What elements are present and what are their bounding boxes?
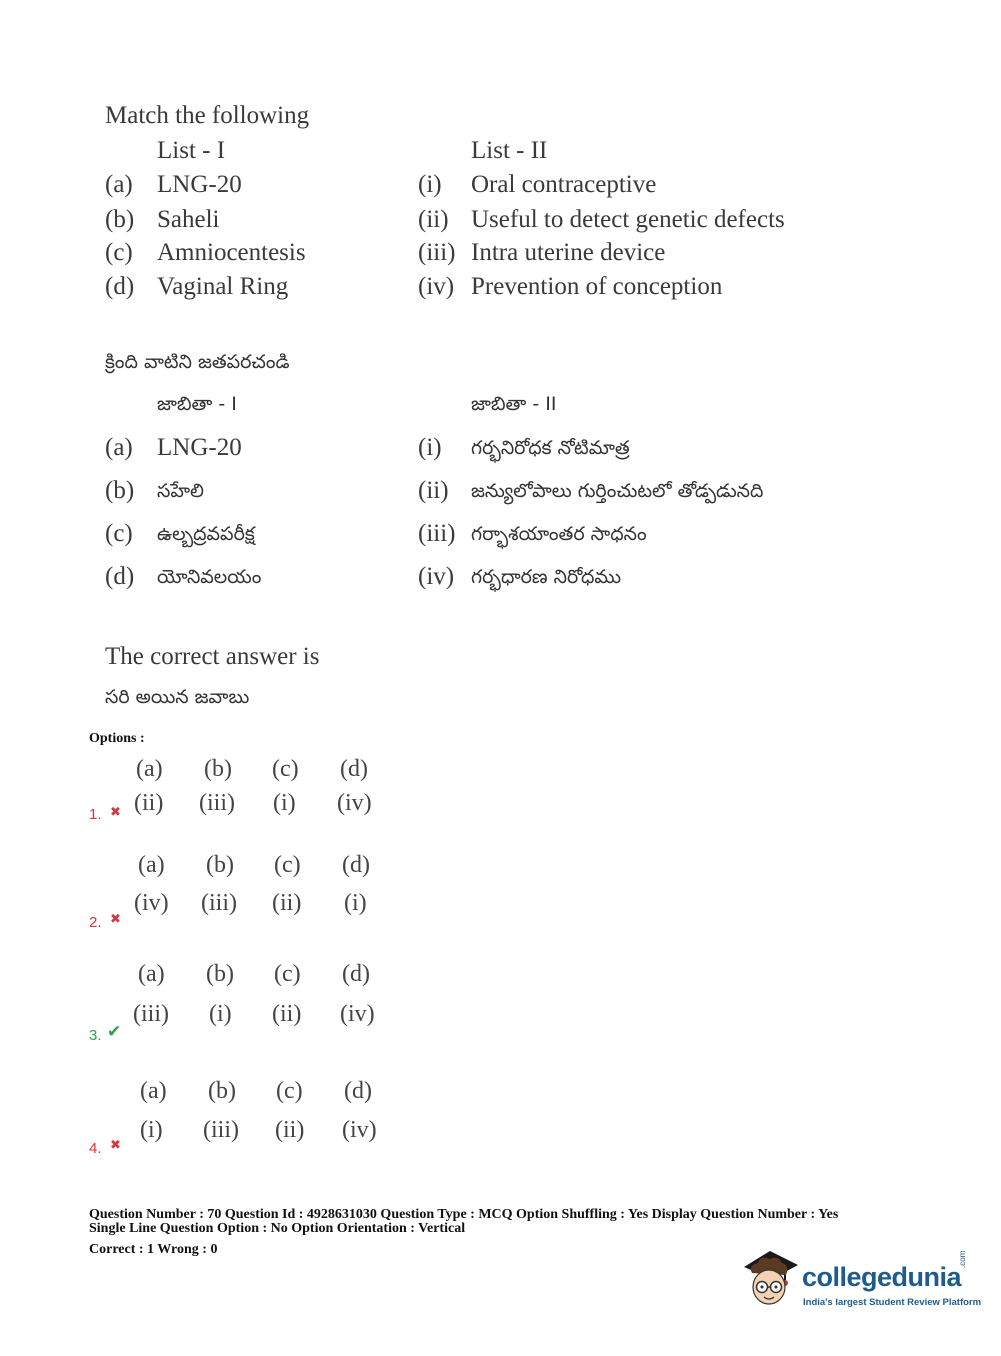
telugu-list1-label: (c)	[105, 520, 133, 547]
list1-label: (d)	[105, 273, 135, 300]
option-value: (i)	[140, 1117, 163, 1143]
list1-item: Vaginal Ring	[157, 273, 289, 300]
list2-label: (iii)	[418, 239, 456, 266]
question-meta-line2: Single Line Question Option : No Option Orientation : Vertical	[89, 1221, 466, 1236]
option-value: (iii)	[199, 790, 235, 816]
telugu-list2-item: గర్భనిరోధక నోటిమాత్ర	[471, 437, 630, 459]
option-header: (b)	[204, 756, 232, 782]
list2-item: Useful to detect genetic defects	[471, 206, 785, 233]
option-number: 1.	[89, 806, 102, 823]
check-icon: ✔	[107, 1022, 122, 1042]
telugu-footer: సరి అయిన జవాబు	[105, 686, 250, 708]
list1-item: Saheli	[157, 206, 220, 233]
option-value: (iv)	[134, 890, 169, 916]
telugu-list1-item: LNG-20	[157, 434, 242, 461]
brand-name: collegedunia	[802, 1262, 962, 1292]
option-value: (iv)	[342, 1117, 377, 1143]
list2-label: (ii)	[418, 206, 449, 233]
option-value: (iii)	[203, 1117, 239, 1143]
list2-label: (iv)	[418, 273, 455, 300]
telugu-list1-label: (b)	[105, 477, 135, 504]
list2-header: List - II	[471, 137, 548, 164]
option-header: (a)	[136, 756, 163, 782]
telugu-title: క్రింది వాటిని జతపరచండి	[105, 351, 290, 373]
telugu-list2-label: (i)	[418, 434, 442, 461]
telugu-list2-header: జాబితా - II	[471, 393, 557, 415]
telugu-list2-item: గర్భాశయాంతర సాధనం	[471, 523, 647, 545]
option-value: (iii)	[201, 890, 237, 916]
telugu-list2-label: (ii)	[418, 477, 449, 504]
option-header: (d)	[342, 961, 370, 987]
list2-item: Prevention of conception	[471, 273, 723, 300]
question-footer: The correct answer is	[105, 643, 320, 670]
telugu-list2-item: జన్యులోపాలు గుర్తించుటలో తోడ్పడునది	[471, 480, 764, 502]
option-number: 4.	[89, 1140, 102, 1157]
option-header: (b)	[208, 1078, 236, 1104]
list1-label: (b)	[105, 206, 135, 233]
option-header: (c)	[276, 1078, 303, 1104]
telugu-list1-item: యోనివలయం	[157, 566, 262, 588]
option-header: (b)	[206, 961, 234, 987]
telugu-list1-label: (a)	[105, 434, 133, 461]
option-value: (i)	[209, 1001, 232, 1027]
wrong-icon: ✖	[110, 912, 121, 927]
telugu-list1-item: సహేలి	[157, 480, 204, 502]
brand-tagline: India's largest Student Review Platform	[803, 1297, 982, 1308]
option-value: (iv)	[340, 1001, 375, 1027]
option-value: (iii)	[133, 1001, 169, 1027]
option-header: (d)	[340, 756, 368, 782]
list1-item: LNG-20	[157, 171, 242, 198]
list2-item: Oral contraceptive	[471, 171, 657, 198]
wrong-icon: ✖	[110, 805, 121, 820]
option-header: (b)	[206, 852, 234, 878]
option-value: (ii)	[275, 1117, 305, 1143]
option-number: 2.	[89, 914, 102, 931]
list1-item: Amniocentesis	[157, 239, 306, 266]
option-number: 3.	[89, 1027, 102, 1044]
telugu-list1-label: (d)	[105, 563, 135, 590]
question-meta-line1: Question Number : 70 Question Id : 4928631030 Question Type : MCQ Option Shuffling : Yes Display Question Number : Yes	[89, 1207, 839, 1222]
telugu-list1-header: జాబితా - I	[157, 393, 237, 415]
telugu-list2-label: (iii)	[418, 520, 456, 547]
option-value: (ii)	[272, 890, 302, 916]
option-header: (a)	[140, 1078, 167, 1104]
option-value: (iv)	[337, 790, 372, 816]
option-value: (ii)	[134, 790, 164, 816]
option-value: (ii)	[272, 1001, 302, 1027]
option-header: (c)	[274, 961, 301, 987]
list1-label: (a)	[105, 171, 133, 198]
list1-header: List - I	[157, 137, 226, 164]
question-title: Match the following	[105, 102, 310, 129]
option-header: (c)	[274, 852, 301, 878]
mascot-icon	[740, 1247, 802, 1311]
correct-wrong-count: Correct : 1 Wrong : 0	[89, 1242, 218, 1257]
telugu-list1-item: ఉల్బద్రవపరీక్ష	[157, 523, 255, 545]
option-value: (i)	[273, 790, 296, 816]
option-header: (a)	[138, 961, 165, 987]
options-label: Options :	[89, 731, 145, 746]
telugu-list2-item: గర్భధారణ నిరోధము	[471, 566, 622, 588]
option-header: (c)	[272, 756, 299, 782]
telugu-list2-label: (iv)	[418, 563, 455, 590]
list1-label: (c)	[105, 239, 133, 266]
list2-label: (i)	[418, 171, 442, 198]
list2-item: Intra uterine device	[471, 239, 666, 266]
option-header: (d)	[342, 852, 370, 878]
option-value: (i)	[344, 890, 367, 916]
option-header: (a)	[138, 852, 165, 878]
wrong-icon: ✖	[110, 1138, 121, 1153]
option-header: (d)	[344, 1078, 372, 1104]
brand-suffix: .com	[958, 1250, 967, 1268]
